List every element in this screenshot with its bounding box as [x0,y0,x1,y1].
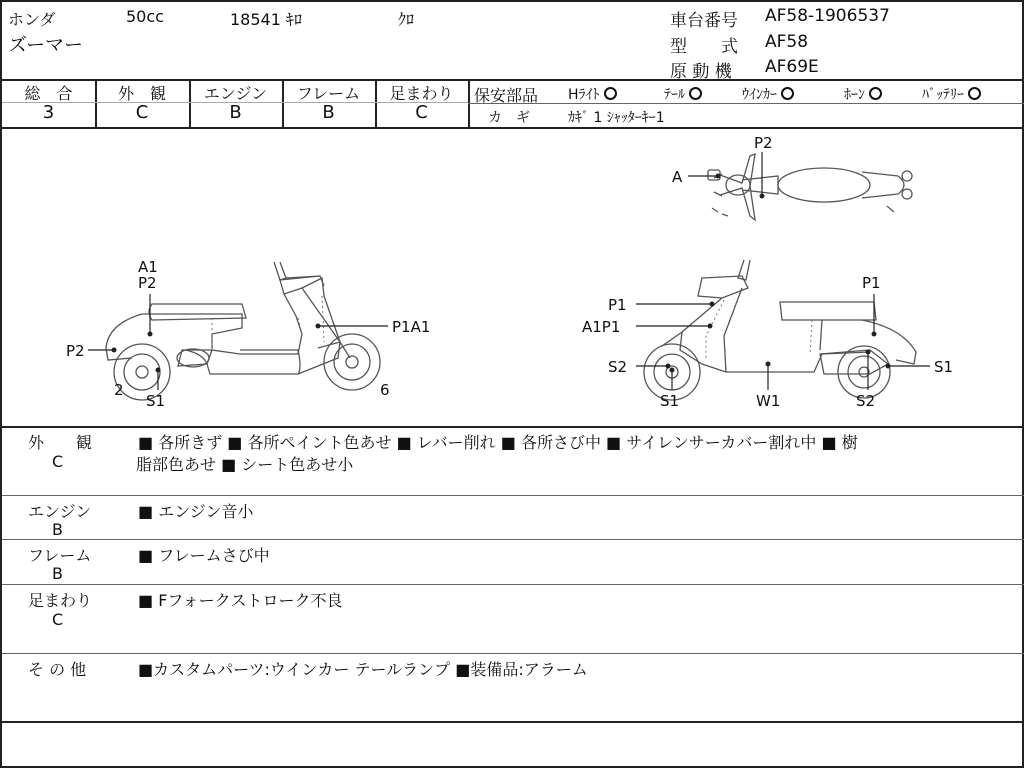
ok-circle-icon [604,87,617,100]
model-name: ズーマー [8,34,84,56]
notes-suspension-grade: C [52,610,64,629]
notes-suspension-text: ■ Fフォークストローク不良 [138,591,343,610]
label-left-p2a: P2 [138,274,157,292]
label-left-a1: A1 [138,258,158,276]
label-top-a: A [672,168,683,186]
grade-engine-value: B [229,102,242,123]
label-left-p1a1: P1A1 [392,318,431,336]
ok-circle-icon [968,87,981,100]
notes-engine-text: ■ エンジン音小 [138,502,254,521]
ok-circle-icon [869,87,882,100]
engine-model-label: 原 動 機 [670,62,732,82]
grade-exterior-label: 外 観 [117,84,166,103]
key-value: ｶｷﾞ 1 ｼｬｯﾀｰｷｰ1 [568,110,665,126]
safety-item-winker: ｳｲﾝｶｰ [742,84,794,104]
grade-suspension-label: 足まわり [389,84,454,103]
color: ｸﾛ [398,10,415,29]
safety-item-battery: ﾊﾞｯﾃﾘｰ [922,84,981,104]
label-right-s2-front: S2 [608,358,628,376]
label-right-a1p1: A1P1 [582,318,621,336]
safety-title: 保安部品 [474,86,539,105]
notes-frame-label: フレーム [28,546,92,565]
grade-engine-label: エンジン [203,84,268,103]
label-left-s1: S1 [146,392,166,410]
label-right-s1-rear: S1 [934,358,954,376]
notes-other-text: ■カスタムパーツ:ウインカー テールランプ ■装備品:アラーム [138,660,588,679]
notes-exterior-grade: C [52,452,64,471]
chassis-label: 車台番号 [670,11,738,31]
scooter-damage-diagram [2,128,1024,426]
label-right-s2-bottom: S2 [856,392,876,410]
type-label: 型 式 [670,37,738,57]
label-left-p2b: P2 [66,342,85,360]
label-right-p1-rear: P1 [862,274,881,292]
grade-suspension-value: C [415,102,428,123]
type-value: AF58 [765,32,809,52]
notes-engine-label: エンジン [28,502,92,521]
grade-frame-value: B [322,102,335,123]
displacement: 50cc [126,7,164,26]
scooter-top-view [708,154,912,220]
notes-exterior-line2: 脂部色あせ ■ シート色あせ小 [136,455,354,474]
mileage: 18541 ｷﾛ [230,10,302,29]
label-right-s1-bottom: S1 [660,392,680,410]
notes-engine-grade: B [52,520,63,539]
notes-frame-text: ■ フレームさび中 [138,546,270,565]
grade-frame-label: フレーム [296,84,361,103]
ok-circle-icon [689,87,702,100]
engine-model-value: AF69E [765,57,819,77]
label-right-p1-front: P1 [608,296,627,314]
notes-exterior-label: 外 観 [28,433,93,452]
notes-other-label: そ の 他 [28,660,87,679]
grade-overall-value: 3 [42,102,55,123]
notes-suspension-label: 足まわり [28,591,93,610]
label-left-2: 2 [114,381,124,399]
safety-item-tail: ﾃｰﾙ [664,84,702,104]
chassis-value: AF58-1906537 [765,6,890,26]
label-top-p2: P2 [754,134,773,152]
label-right-w1: W1 [756,392,781,410]
label-left-6: 6 [380,381,390,399]
safety-item-horn: ﾎｰﾝ [844,84,882,104]
ok-circle-icon [781,87,794,100]
maker: ホンダ [8,10,56,29]
grade-overall-label: 総 合 [24,84,73,103]
grade-exterior-value: C [135,102,149,123]
safety-item-headlight: Hﾗｲﾄ [568,84,617,104]
notes-exterior-line1: ■ 各所きず ■ 各所ペイント色あせ ■ レバー削れ ■ 各所さび中 ■ サイレンサーカバー割れ中 ■ 樹 [138,433,858,452]
key-label: カ ギ [488,110,530,126]
notes-frame-grade: B [52,564,63,583]
